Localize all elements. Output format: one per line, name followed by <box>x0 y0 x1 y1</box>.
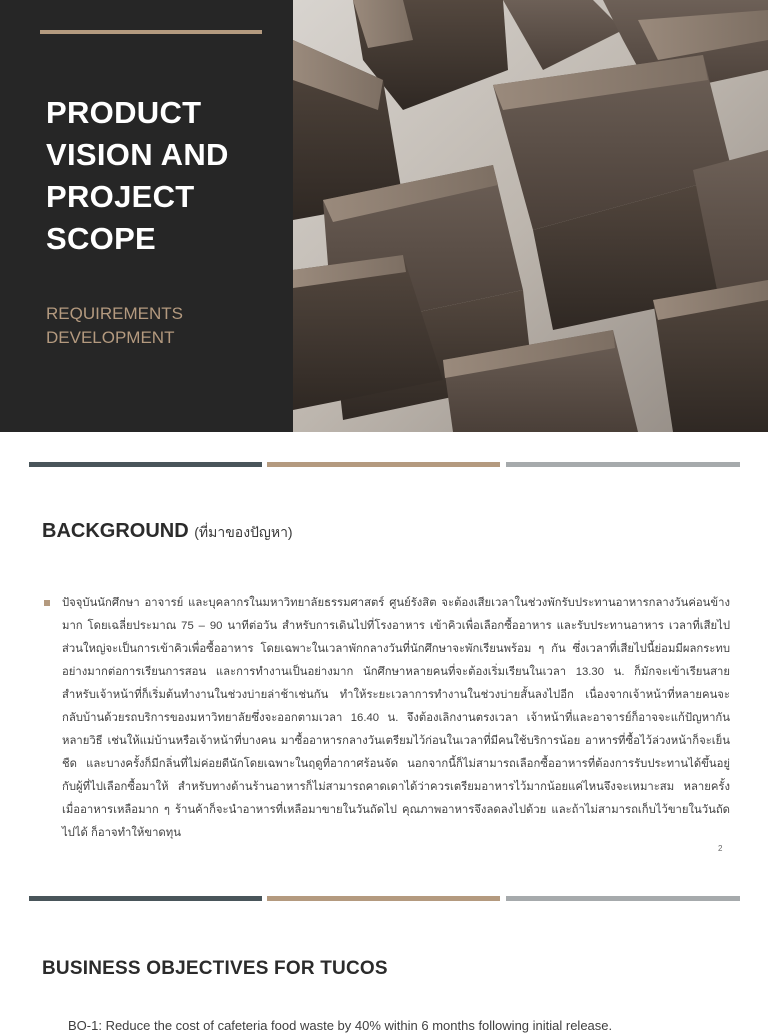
slide-divider <box>29 462 740 467</box>
square-bullet-icon <box>44 600 50 606</box>
wooden-boxes-photo <box>293 0 768 432</box>
objective-item: BO-1: Reduce the cost of cafeteria food waste by 40% within 6 months following initial release. <box>68 1018 613 1033</box>
background-slide <box>0 440 768 872</box>
heading-thai-text: (ที่มาของปัญหา) <box>194 524 293 540</box>
title-slide <box>0 0 768 432</box>
bullet-item <box>42 592 730 845</box>
divider-segment-gray <box>506 462 740 467</box>
heading-text: BACKGROUND <box>42 520 189 542</box>
divider-segment-gray <box>506 896 740 901</box>
divider-segment-dark <box>29 896 262 901</box>
title-panel <box>0 0 293 432</box>
section-heading <box>42 520 293 544</box>
slide-title: PRODUCT VISION AND PROJECT SCOPE <box>46 95 229 256</box>
accent-rule <box>40 30 262 34</box>
slide-divider <box>29 896 740 901</box>
divider-segment-dark <box>29 462 262 467</box>
heading-text: BUSINESS OBJECTIVES FOR TUCOS <box>42 958 388 979</box>
page-number: 2 <box>718 844 723 853</box>
section-heading <box>42 958 388 980</box>
divider-segment-tan <box>267 462 500 467</box>
divider-segment-tan <box>267 896 500 901</box>
bullet-text: ปัจจุบันนักศึกษา อาจารย์ และบุคลากรในมหาวิทยาลัยธรรมศาสตร์ ศูนย์รังสิต จะต้องเสียเวลาในช่วงพักรับประทานอาหารกลางวันค่อนข้างมาก โดยเฉลี่ยประมาณ 75 – 90 นาทีต่อวัน สำหรับการเดินไปที่โรงอาหาร เข้าคิวเพื่อเลือกซื้ออาหาร และรับประทานอาหาร เวลาที่เสียไปส่วนใหญ่จะเป็นการเข้าคิวเพื่อซื้ออาหาร โดยเฉพาะในเวลาพักกลางวันที่นักศึกษาจะพักเรียนพร้อม ๆ กัน ซึ่งเวลาที่เสียไปนี้ย่อมมีผลกระทบอย่างมากต่อการเรียนการสอน และการทำงานเป็นอย่างมาก นักศึกษาหลายคนที่จะต้องเริ่มเรียนในเวลา 13.30 น. ก็มักจะเข้าเรียนสาย สำหรับเจ้าหน้าที่ก็เริ่มต้นทำงานในช่วงบ่ายล่าช้าเช่นกัน ทำให้ระยะเวลาการทำงานในช่วงบ่ายสั้นลงไปอีก เนื่องจากเจ้าหน้าที่หลายคนจะกลับบ้านด้วยรถบริการของมหาวิทยาลัยซึ่งจะออกตามเวลา 16.40 น. จึงต้องเลิกงานตรงเวลา เจ้าหน้าที่และอาจารย์ก็อาจจะแก้ปัญหากันหลายวิธี เช่นให้แม่บ้านหรือเจ้าหน้าที่บางคน มาซื้ออาหารกลางวันเตรียมไว้ก่อนในเวลาที่มีคนใช้บริการน้อย อาหารที่ซื้อไว้ล่วงหน้าก็จะเย็นชืด และบางครั้งก็มีกลิ่นที่ไม่ค่อยดีนักโดยเฉพาะในฤดูที่อากาศร้อนจัด นอกจากนี้ก็ไม่สามารถเลือกซื้ออาหารที่ต้องการรับประทานได้ขึ้นอยู่กับผู้ที่ไปเลือกซื้อมาให้ สำหรับทางด้านร้านอาหารก็ไม่สามารถคาดเดาได้ว่าควรเตรียมอาหารไว้มากน้อยแค่ไหนจึงจะเหมาะสม หลายครั้งเมื่ออาหารเหลือมาก ๆ ร้านค้าก็จะนำอาหารที่เหลือมาขายในวันถัดไป คุณภาพอาหารจึงลดลงไปด้วย และถ้าไม่สามารถเก็บไว้ขายในวันถัดไปได้ ก็อาจทำให้ขาดทุน <box>62 597 730 839</box>
business-objectives-slide <box>0 880 768 1033</box>
slide-subtitle: REQUIREMENTS DEVELOPMENT <box>46 304 183 347</box>
